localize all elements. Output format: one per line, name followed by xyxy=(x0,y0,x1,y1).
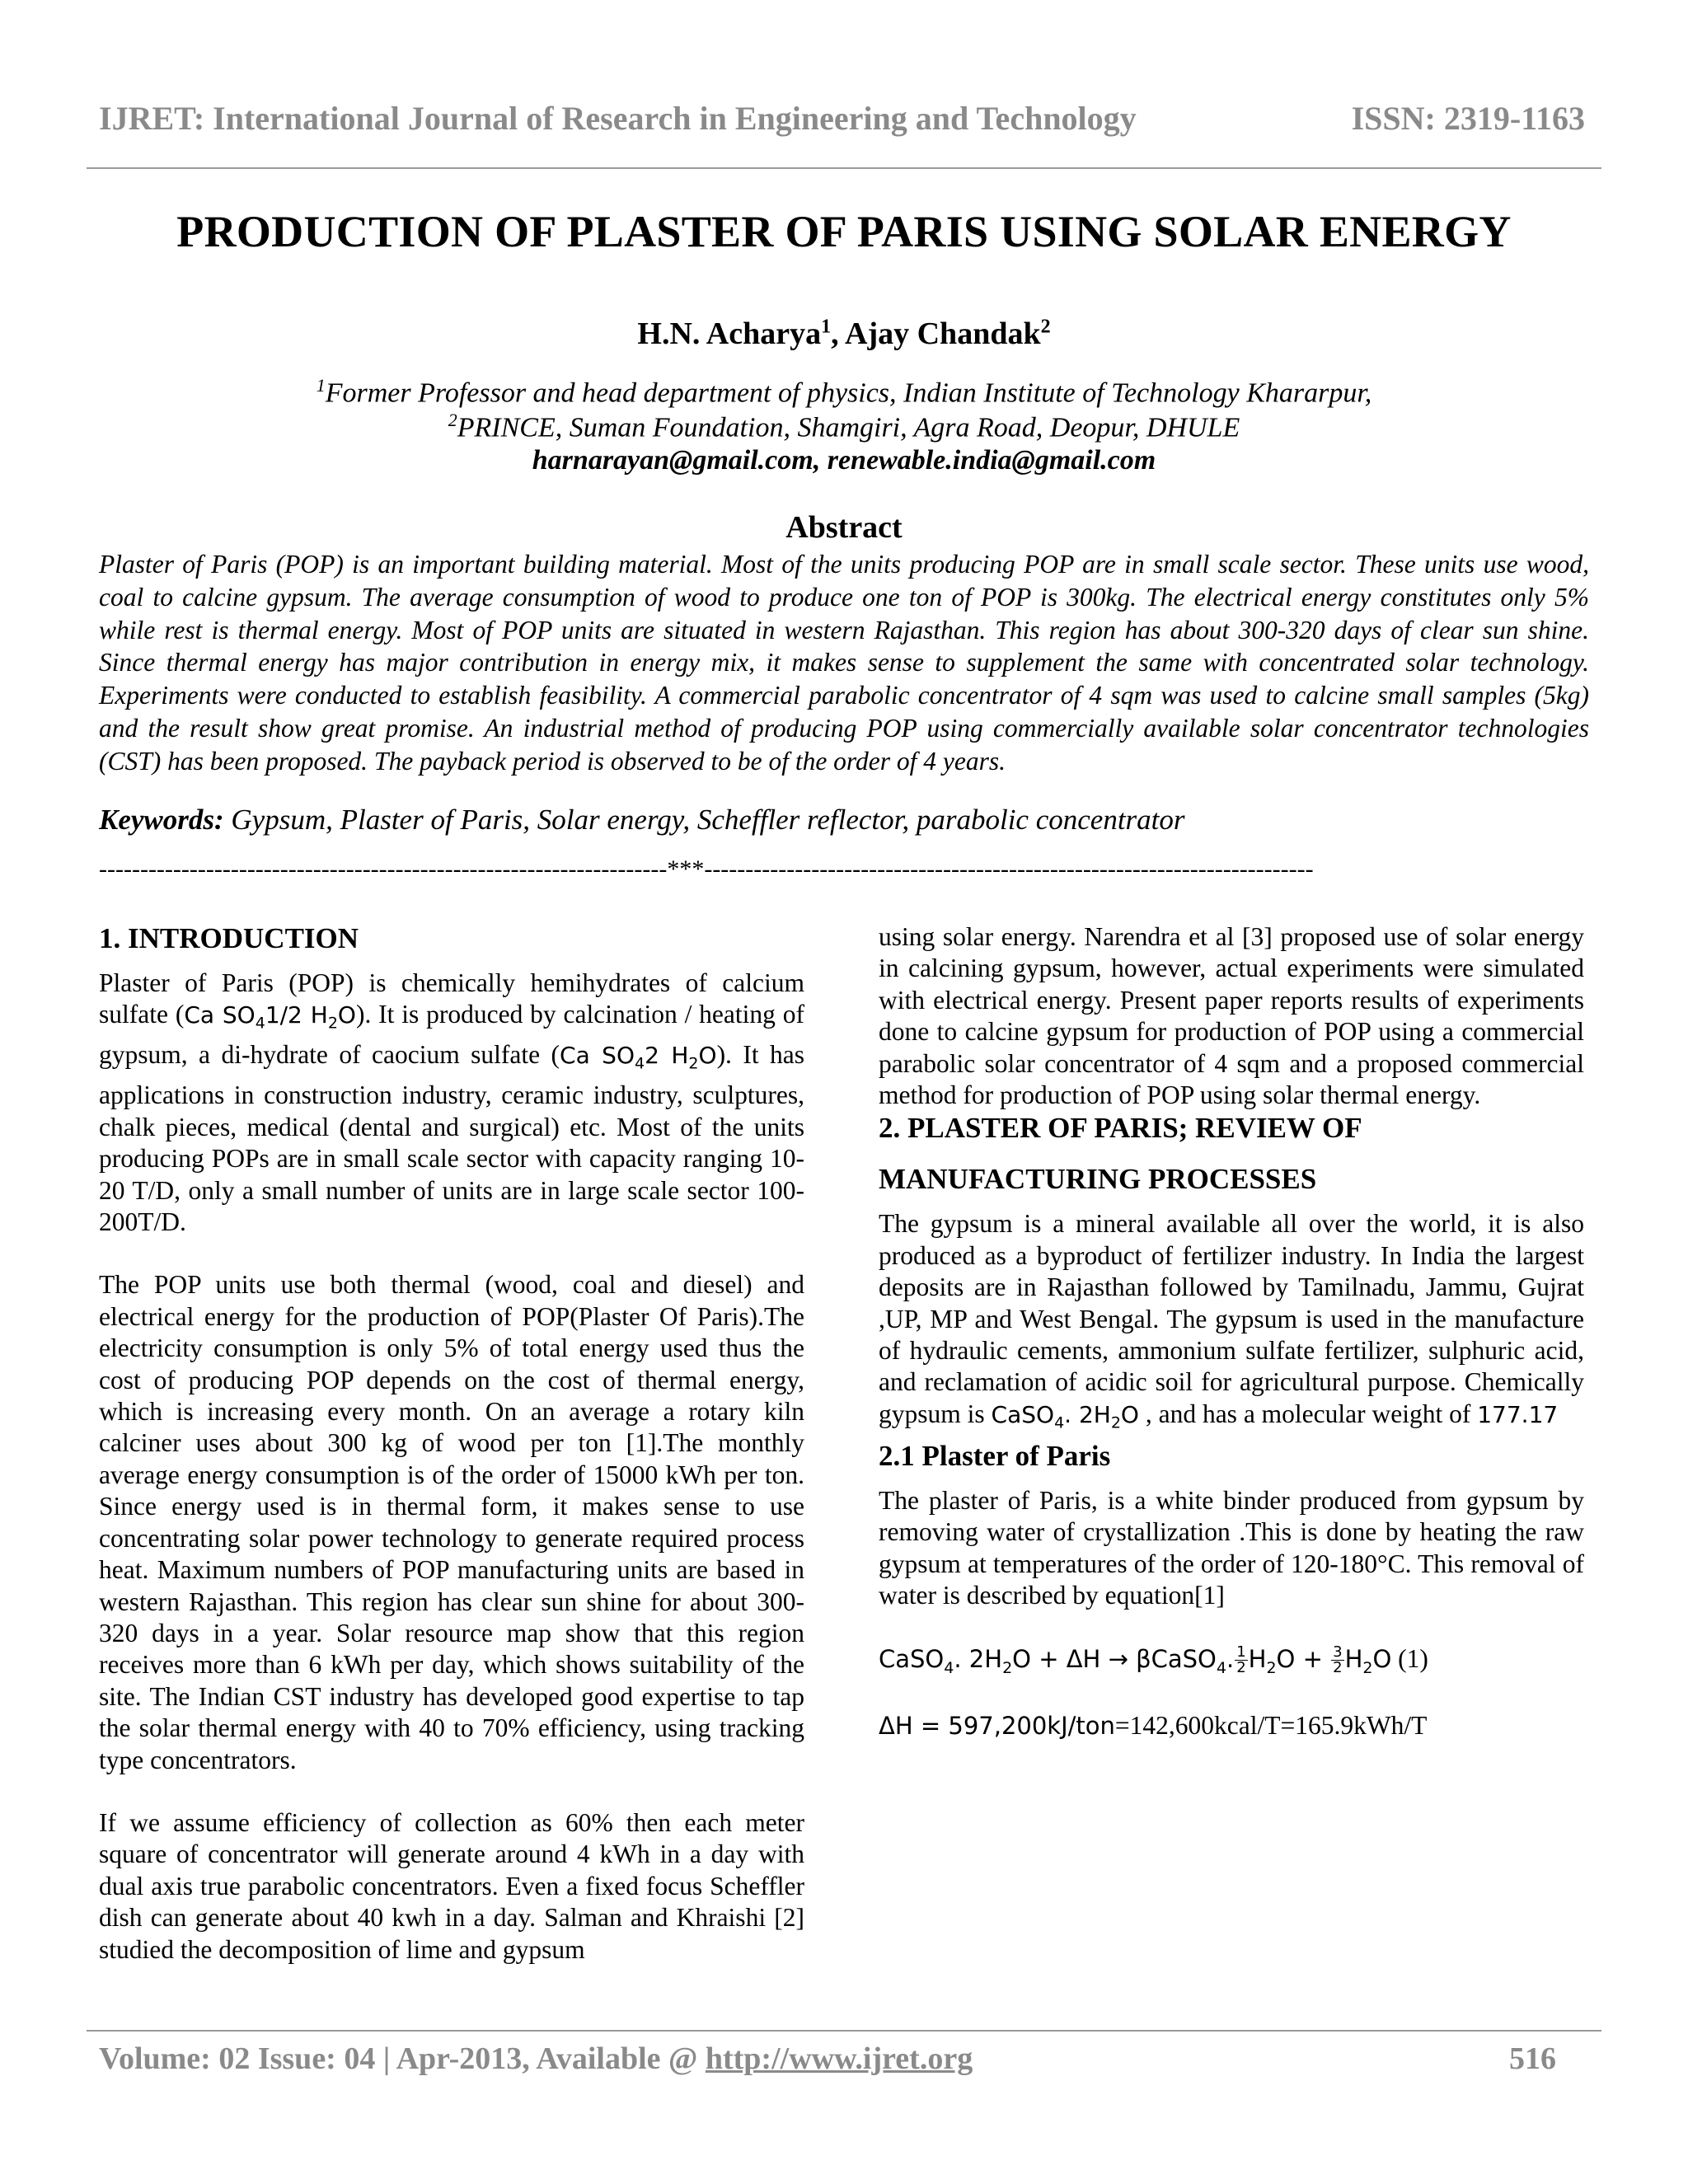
intro-paragraph-continued: using solar energy. Narendra et al [3] proposed use of solar energy in calcining gypsum, however, actual experiments were simulated with electrical energy. Present paper reports results of experiments done to calcine gypsum for production of POP using a commercial parabolic solar concentrator of 4 sqm and a proposed commercial method for production of POP using solar thermal energy. xyxy=(879,922,1584,1110)
author-emails: harnarayan@gmail.com, renewable.india@gmail.com xyxy=(532,445,1156,476)
author-name: Ajay Chandak xyxy=(845,316,1041,351)
authors xyxy=(0,316,1688,352)
equation-number: (1) xyxy=(1391,1643,1428,1673)
formula-gypsum: CaSO$_4$. $2H_2O$ xyxy=(991,1400,1139,1432)
plaster-paragraph: The plaster of Paris, is a white binder produced from gypsum by removing water of crystallization .This is done by heating the raw gypsum at temperatures of the order of 120-180°C. This removal of water is described by equation[1] xyxy=(879,1485,1584,1610)
journal-link[interactable]: http://www.ijret.org xyxy=(705,2041,973,2076)
section-separator: ---------------------------------------------------------------------***-------------------------------------------------------------------------- xyxy=(99,855,1314,883)
author-separator: , xyxy=(831,316,846,351)
intro-paragraph-2: The POP units use both thermal (wood, coal and diesel) and electrical energy for the production of POP(Plaster Of Paris).The electricity consumption is only 5% of total energy used thus the cost of producing POP depends on the cost of thermal energy, which is increasing every month. On an average a rotary kiln calciner uses about 300 kg of wood per ton [1].The monthly average energy consumption is of the order of 15000 kWh per ton. Since energy used is in thermal form, it makes sense to use concentrating solar power technology to generate required process heat. Maximum numbers of POP manufacturing units are based in western Rajasthan. This region has clear sun shine for about 300-320 days in a year. Solar resource map show that this region receives more than 6 kWh per day, which shows suitability of the site. The Indian CST industry has developed good expertise to tap the solar thermal energy with 40 to 70% efficiency, using tracking type concentrators. xyxy=(99,1270,804,1774)
footer-volume-info: Volume: 02 Issue: 04 | Apr-2013, Available @ http://www.ijret.org xyxy=(99,2041,973,2076)
fraction-three-halves: $\frac{3}{2}$ xyxy=(1333,1643,1343,1676)
section-heading-introduction: 1. INTRODUCTION xyxy=(99,922,359,954)
keywords-text: Gypsum, Plaster of Paris, Solar energy, Scheffler reflector, parabolic concentrator xyxy=(223,804,1185,836)
issn-header: ISSN: 2319-1163 xyxy=(1351,100,1585,137)
affiliation-1 xyxy=(0,375,1688,409)
keywords-label: Keywords: xyxy=(99,804,224,836)
header-divider xyxy=(87,167,1601,169)
author-name: H.N. Acharya xyxy=(637,316,822,351)
review-paragraph: The gypsum is a mineral available all over the world, it is also produced as a byproduct of fertilizer industry. In India the largest deposits are in Rajasthan followed by Tamilnadu, Jammu, Gujrat ,UP, MP and West Bengal. The gypsum is used in the manufacture of hydraulic cements, ammonium sulfate fertilizer, sulphuric acid, and reclamation of acidic soil for agricultural purpose. Chemically gypsum is CaSO$_4$. $2H_2O$ , and has a molecular weight of 177.17 xyxy=(879,1209,1584,1432)
affiliation-2 xyxy=(0,410,1688,443)
equation-2: ΔH = 597,200kJ/ton=142,600kcal/T=165.9kWh/T xyxy=(879,1710,1428,1740)
section-heading-review: 2. PLASTER OF PARIS; REVIEW OF MANUFACTURING PROCESSES xyxy=(879,1112,1362,1196)
paper-title: PRODUCTION OF PLASTER OF PARIS USING SOLAR ENERGY xyxy=(176,207,1512,256)
fraction-one-half: $\frac{1}{2}$ xyxy=(1236,1643,1246,1676)
equation-1: CaSO$_4$. $2H_2O + \Delta H$ → βCaSO$_4$. $\frac{1}{2}$ $H_2O$ + $\frac{3}{2}$ $H_2O$ (1) xyxy=(879,1643,1428,1677)
abstract-text: Plaster of Paris (POP) is an important building material. Most of the units producing POP are in small scale sector. These units use wood, coal to calcine gypsum. The average consumption of wood to produce one ton of POP is 300kg. The electrical energy constitutes only 5% while rest is thermal energy. Most of POP units are situated in western Rajasthan. This region has about 300-320 days of clear sun shine. Since thermal energy has major contribution in energy mix, it makes sense to supplement the same with concentrated solar technology. Experiments were conducted to establish feasibility. A commercial parabolic concentrator of 4 sqm was used to calcine small samples (5kg) and the result show great promise. An industrial method of producing POP using commercially available solar concentrator technologies (CST) has been proposed. The payback period is observed to be of the order of 4 years. xyxy=(99,550,1589,776)
right-column xyxy=(879,921,1584,1741)
affil-marker: 2 xyxy=(448,410,457,430)
subsection-heading-plaster: 2.1 Plaster of Paris xyxy=(879,1439,1111,1472)
footer-divider xyxy=(87,2030,1601,2032)
affil-text: Former Professor and head department of physics, Indian Institute of Technology Khararpur, xyxy=(325,377,1372,409)
affil-text: PRINCE, Suman Foundation, Shamgiri, Agra Road, Deopur, DHULE xyxy=(457,412,1240,443)
formula-dihydrate: Ca $SO_42$ $H_2O$ xyxy=(560,1042,717,1073)
author-affil-marker: 2 xyxy=(1040,316,1051,338)
formula-hemihydrate: Ca $SO_41/2$ $H_2O$ xyxy=(184,1001,356,1033)
abstract-heading: Abstract xyxy=(785,510,903,545)
intro-paragraph-3: If we assume efficiency of collection as 60% then each meter square of concentrator will generate around 4 kWh in a day with dual axis true parabolic concentrators. Even a fixed focus Scheffler dish can generate about 40 kwh in a day. Salman and Khraishi [2] studied the decomposition of lime and gypsum xyxy=(99,1807,804,1964)
molecular-weight: 177.17 xyxy=(1477,1400,1559,1428)
intro-paragraph-1: Plaster of Paris (POP) is chemically hemihydrates of calcium sulfate (Ca $SO_41/2$ $H_2O$). It is produced by calcination / heating of gypsum, a di-hydrate of caocium sulfate (Ca $SO_42$ $H_2O$). It has applications in construction industry, ceramic industry, sculptures, chalk pieces, medical (dental and surgical) etc. Most of the units producing POPs are in small scale sector with capacity ranging 10-20 T/D, only a small number of units are in large scale sector 100-200T/D. xyxy=(99,968,805,1237)
journal-header: IJRET: International Journal of Research in Engineering and Technology xyxy=(99,100,1137,137)
author-affil-marker: 1 xyxy=(821,316,832,338)
affil-marker: 1 xyxy=(316,375,326,396)
keywords xyxy=(99,804,1185,837)
page-number: 516 xyxy=(1509,2041,1556,2076)
left-column xyxy=(99,921,804,1966)
